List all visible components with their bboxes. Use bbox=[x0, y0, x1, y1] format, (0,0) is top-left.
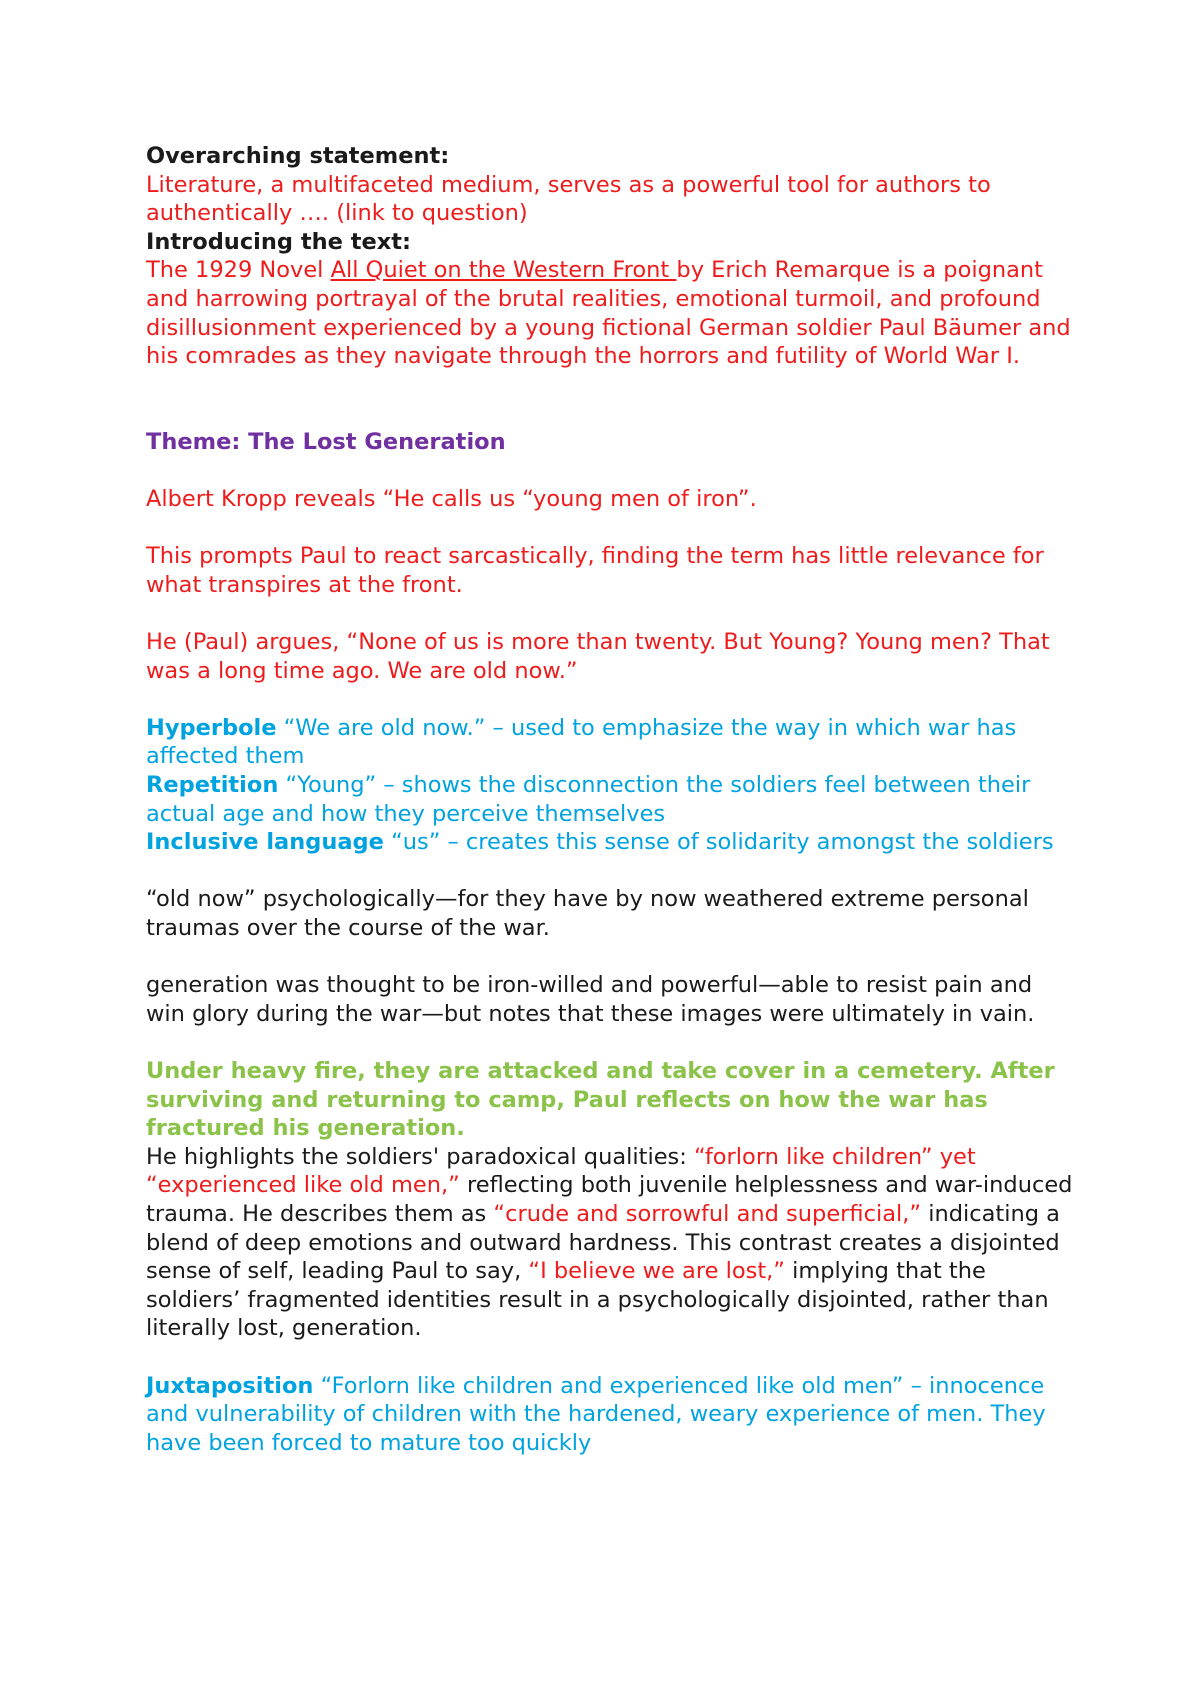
paul-argues: He (Paul) argues, “None of us is more than twenty. But Young? Young men? That was a long time ago. We are old now.” bbox=[146, 629, 1050, 684]
spacer bbox=[146, 857, 1076, 886]
technique-juxtaposition bbox=[146, 1372, 1076, 1458]
intro-post: by Erich Remarque is a poignant and harrowing portrayal of the brutal realities, emotional turmoil, and profound disillusionment experienced by a young fictional German soldier Paul Bäumer and his comrades as they navigate through the horrors and futility of World War I. bbox=[146, 257, 1071, 370]
spacer bbox=[146, 371, 1076, 428]
analysis-text: He highlights the soldiers' paradoxical qualities: bbox=[146, 1143, 695, 1170]
generation-note: generation was thought to be iron-willed and powerful—able to resist pain and win glory during the war—but notes that these images were ultimately in vain. bbox=[146, 972, 1035, 1027]
analysis-text bbox=[933, 1144, 940, 1170]
technique-name: Repetition bbox=[146, 772, 279, 799]
technique-text: “us” – creates this sense of solidarity amongst the soldiers bbox=[383, 829, 1054, 856]
overarching-text: Literature, a multifaceted medium, serves as a powerful tool for authors to authentically …. (link to question) bbox=[146, 171, 991, 227]
paul-reaction: This prompts Paul to react sarcastically, finding the term has little relevance for what transpires at the front. bbox=[146, 543, 1044, 598]
technique-inclusive-language bbox=[146, 828, 1076, 857]
spacer bbox=[146, 600, 1076, 629]
novel-title: All Quiet on the Western Front bbox=[330, 257, 677, 284]
technique-name: Hyperbole bbox=[146, 714, 277, 741]
kropp-quote: Albert Kropp reveals “He calls us “young men of iron”. bbox=[146, 486, 757, 513]
technique-text: “We are old now.” – used to emphasize the way in which war has affected them bbox=[146, 714, 1017, 770]
technique-text: “Forlorn like children and experienced like old men” – innocence and vulnerability of children with the hardened, weary experience of men. They have been forced to mature too quickly bbox=[146, 1372, 1046, 1456]
technique-repetition bbox=[146, 771, 1076, 828]
spacer bbox=[146, 1343, 1076, 1372]
intro-heading: Introducing the text: bbox=[146, 228, 411, 255]
overarching-heading: Overarching statement: bbox=[146, 143, 450, 169]
intro-paragraph bbox=[146, 256, 1076, 370]
spacer bbox=[146, 514, 1076, 543]
spacer bbox=[146, 685, 1076, 714]
technique-text: “Young” – shows the disconnection the soldiers feel between their actual age and how they perceive themselves bbox=[146, 772, 1031, 827]
spacer bbox=[146, 457, 1076, 486]
intro-pre: The 1929 Novel bbox=[146, 257, 331, 284]
analysis-paragraph bbox=[146, 1143, 1076, 1343]
analysis-quote: “forlorn like children” bbox=[694, 1143, 933, 1170]
technique-name: Inclusive language bbox=[146, 829, 384, 856]
theme-heading: Theme: The Lost Generation bbox=[146, 428, 506, 455]
technique-name: Juxtaposition bbox=[146, 1372, 314, 1399]
analysis-quote: yet “experienced like old men,” bbox=[146, 1143, 976, 1199]
spacer bbox=[146, 1028, 1076, 1057]
analysis-quote: “I believe we are lost,” bbox=[528, 1258, 785, 1285]
document-page bbox=[146, 142, 1076, 1457]
analysis-quote: “crude and sorrowful and superficial,” bbox=[493, 1200, 922, 1227]
spacer bbox=[146, 943, 1076, 972]
old-now-note: “old now” psychologically—for they have by now weathered extreme personal traumas over the course of the war. bbox=[146, 886, 1029, 942]
technique-hyperbole bbox=[146, 714, 1076, 771]
cemetery-heading: Under heavy fire, they are attacked and take cover in a cemetery. After surviving and returning to camp, Paul reflects on how the war has fractured his generation. bbox=[146, 1058, 1055, 1142]
analysis-text: reflecting both juvenile helplessness and war-induced trauma. He describes them as bbox=[146, 1172, 1073, 1227]
analysis-text: implying that the soldiers’ fragmented identities result in a psychologically disjointed, rather than literally lost, generation. bbox=[146, 1258, 1049, 1342]
analysis-text: indicating a blend of deep emotions and outward hardness. This contrast creates a disjointed sense of self, leading Paul to say, bbox=[146, 1200, 1060, 1285]
